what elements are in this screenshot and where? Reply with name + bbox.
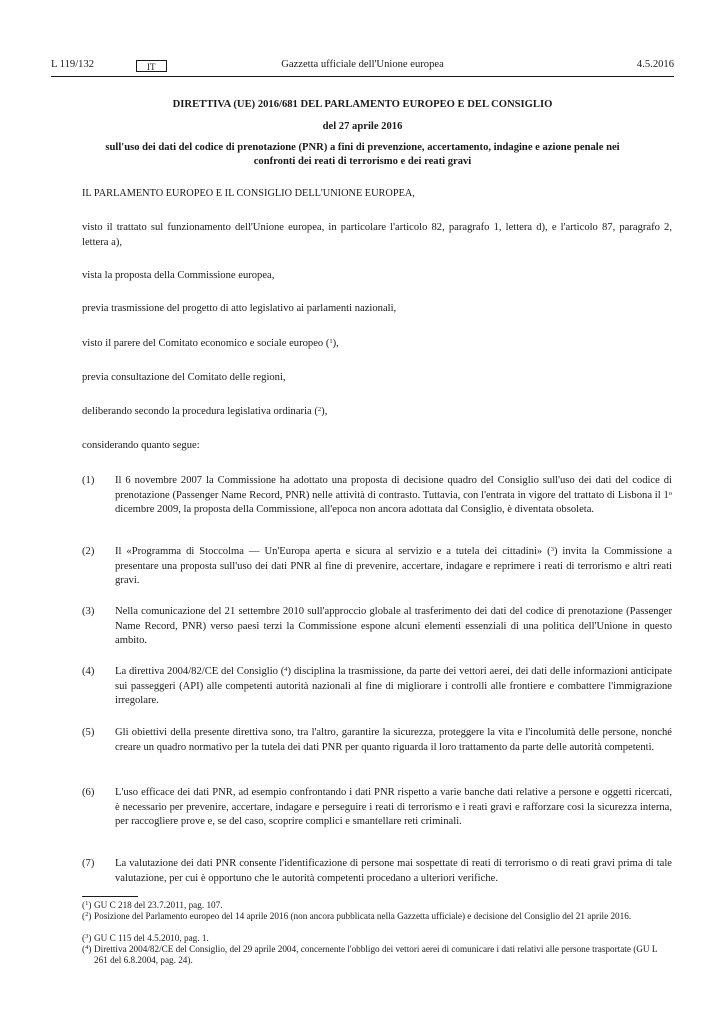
directive-subject: sull'uso dei dati del codice di prenotazione (PNR) a fini di prevenzione, accertamento, indagine e azione penale nei confronti dei reati di terrorismo e dei reati gravi: [105, 142, 620, 167]
footnote-ref-3[interactable]: 3: [550, 546, 554, 553]
recital-text: Il «Programma di Stoccolma — Un'Europa aperta e sicura al servizio e a tutela dei cittadini» ($^3$) invita la Commissione a presentare una proposta sull'uso dei dati PNR al fine di prevenire, accertare, indagare e reprimere i reati di terrorismo e altri reati gravi.: [115, 546, 672, 587]
recital-number: (5): [82, 727, 95, 738]
citation-whereas: considerando quanto segue:: [82, 440, 200, 451]
recital-number: (4): [82, 666, 95, 677]
citation-regions: previa consultazione del Comitato delle regioni,: [82, 372, 286, 383]
recital-number: (6): [82, 787, 95, 798]
citation-procedure: deliberando secondo la procedura legislativa ordinaria ($^2$),: [82, 406, 328, 417]
recital-text: La direttiva 2004/82/CE del Consiglio ($^4$) disciplina la trasmissione, da parte dei vettori aerei, dei dati delle informazioni anticipate sui passeggeri (API) alle competenti autorità nazionali al fine di migliorare i controlli alle frontiere e combattere l'immigrazione irregolare.: [115, 666, 672, 707]
citation-eesc: visto il parere del Comitato economico e sociale europeo ($^1$),: [82, 338, 339, 349]
page-header: [51, 58, 674, 74]
footnote: ($^1$) GU C 218 del 23.7.2011, pag. 107.: [82, 900, 223, 910]
footnote: ($^4$) Direttiva 2004/82/CE del Consiglio, del 29 aprile 2004, concernente l'obbligo dei vettori aerei di comunicare i dati relativi alle persone trasportate (GU L 261 del 6.8.2004, pag. 24).: [82, 944, 658, 965]
recital-number: (3): [82, 606, 95, 617]
directive-date: del 27 aprile 2016: [322, 121, 403, 132]
citation-parliaments: previa trasmissione del progetto di atto legislativo ai parlamenti nazionali,: [82, 303, 397, 314]
footnote-divider: [82, 896, 138, 897]
footnote-ref-2[interactable]: 2: [317, 406, 322, 413]
citation-treaty: visto il trattato sul funzionamento dell'Unione europea, in particolare l'articolo 82, paragrafo 1, lettera d), e l'articolo 87, paragrafo 2, lettera a),: [82, 222, 672, 248]
language-code-box: IT: [136, 60, 167, 72]
publication-date: 4.5.2016: [636, 59, 674, 70]
footnote-ref-4[interactable]: 4: [284, 666, 288, 673]
recital-number: (2): [82, 546, 95, 557]
recital-text: La valutazione dei dati PNR consente l'identificazione di persone mai sospettate di reati di terrorismo o di reati gravi prima di tale valutazione, per cui è opportuno che le autorità competenti procedano a ulteriori verifiche.: [115, 858, 672, 884]
recital-text: Il 6 novembre 2007 la Commissione ha adottato una proposta di decisione quadro del Consiglio sull'uso dei dati del codice di prenotazione (Passenger Name Record, PNR) nelle attività di contrasto. Tuttavia, con l'entrata in vigore del trattato di Lisbona il 1$^o$ dicembre 2009, la proposta della Commissione, all'epoca non ancora adottata dal Consiglio, è diventata obsoleta.: [115, 475, 672, 516]
journal-reference: L 119/132: [51, 59, 95, 70]
header-divider: [51, 76, 674, 77]
footnote: ($^3$) GU C 115 del 4.5.2010, pag. 1.: [82, 933, 209, 943]
recital-number: (7): [82, 858, 95, 869]
preamble-intro: IL PARLAMENTO EUROPEO E IL CONSIGLIO DELL'UNIONE EUROPEA,: [82, 188, 415, 199]
footnote-ref-1[interactable]: 1: [329, 338, 333, 345]
recital-text: L'uso efficace dei dati PNR, ad esempio confrontando i dati PNR rispetto a varie banche dati relative a persone e oggetti ricercati, è necessario per prevenire, accertare, indagare e perseguire i reati di terrorismo e i reati gravi e rafforzare così la sicurezza interna, per raccogliere prove e, se del caso, scoprire complici e smantellare reti criminali.: [115, 787, 672, 828]
journal-title: Gazzetta ufficiale dell'Unione europea: [281, 59, 444, 70]
recital-text: Nella comunicazione del 21 settembre 2010 sull'approccio globale al trasferimento dei dati del codice di prenotazione (Passenger Name Record, PNR) verso paesi terzi la Commissione espone alcuni elementi essenziali di una politica dell'Unione in questo ambito.: [115, 606, 672, 647]
footnote: ($^2$) Posizione del Parlamento europeo del 14 aprile 2016 (non ancora pubblicata nella Gazzetta ufficiale) e decisione del Consiglio del 21 aprile 2016.: [82, 911, 632, 921]
citation-proposal: vista la proposta della Commissione europea,: [82, 270, 275, 281]
recital-number: (1): [82, 475, 95, 486]
directive-title: DIRETTIVA (UE) 2016/681 DEL PARLAMENTO EUROPEO E DEL CONSIGLIO: [172, 99, 553, 110]
recital-text: Gli obiettivi della presente direttiva sono, tra l'altro, garantire la sicurezza, proteggere la vita e l'incolumità delle persone, nonché creare un quadro normativo per la tutela dei dati PNR per quanto riguarda il loro trattamento da parte delle autorità competenti.: [115, 727, 672, 753]
